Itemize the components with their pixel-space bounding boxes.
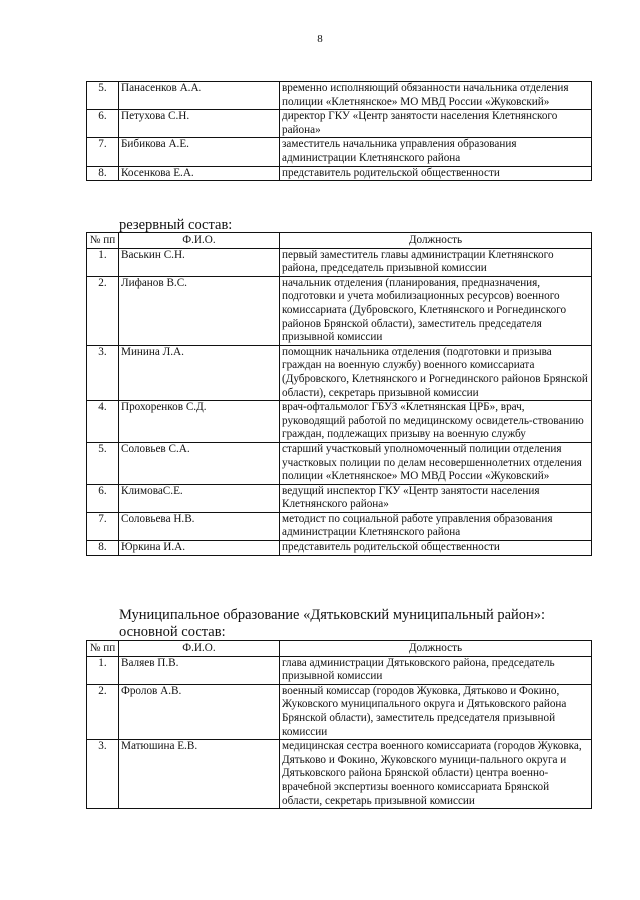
row-position: помощник начальника отделения (подготовки и призыва граждан на военную службу) военного комиссариата (Дубровского, Клетнянского и Рогнединского районов Брянской области), секретарь призывной комиссии [280, 345, 592, 400]
row-fio: Прохоренков С.Д. [119, 401, 280, 443]
row-number: 7. [87, 512, 119, 540]
row-number: 1. [87, 248, 119, 276]
table-header-row [87, 233, 592, 249]
row-number: 4. [87, 401, 119, 443]
row-fio: Минина Л.А. [119, 345, 280, 400]
table-row [87, 484, 592, 512]
table-row [87, 276, 592, 345]
row-position: представитель родительской общественности [280, 166, 592, 181]
row-position: временно исполняющий обязанности начальника отделения полиции «Клетнянское» МО МВД России «Жуковский» [280, 82, 592, 110]
table-row [87, 110, 592, 138]
column-header-position: Должность [280, 641, 592, 657]
row-number: 1. [87, 656, 119, 684]
row-fio: Соловьева Н.В. [119, 512, 280, 540]
row-position: старший участковый уполномоченный полиции отделения участковых полиции по делам несовершеннолетних отделения полиции «Клетнянское» МО МВД России «Жуковский» [280, 442, 592, 484]
dyatkovo-main-composition-table [86, 640, 592, 809]
municipality-heading: Муниципальное образование «Дятьковский муниципальный район»: [119, 607, 546, 623]
row-position: методист по социальной работе управления образования администрации Клетнянского района [280, 512, 592, 540]
row-fio: Фролов А.В. [119, 684, 280, 739]
row-position: начальник отделения (планирования, предназначения, подготовки и учета мобилизационных ресурсов) военного комиссариата (Дубровского, Клетнянского и Рогнединского районов Брянской области), заместитель председателя призывной комиссии [280, 276, 592, 345]
row-fio: Панасенков А.А. [119, 82, 280, 110]
row-position: врач-офтальмолог ГБУЗ «Клетнянская ЦРБ», врач, руководящий работой по медицинскому освидетель-ствованию граждан, подлежащих призыву на военную службу [280, 401, 592, 443]
row-number: 5. [87, 442, 119, 484]
row-fio: Юркина И.А. [119, 541, 280, 556]
row-fio: Бибикова А.Е. [119, 138, 280, 166]
row-fio: КлимоваС.Е. [119, 484, 280, 512]
row-position: медицинская сестра военного комиссариата (городов Жуковка, Дятьково и Фокино, Жуковского муници-пального округа и Дятьковского района Брянской области) центра военно-врачебной экспертизы военного комиссариата Брянской области, секретарь призывной комиссии [280, 740, 592, 809]
column-header-fio: Ф.И.О. [119, 641, 280, 657]
row-number: 8. [87, 541, 119, 556]
row-number: 5. [87, 82, 119, 110]
table-row [87, 345, 592, 400]
row-fio: Валяев П.В. [119, 656, 280, 684]
reserve-composition-heading: резервный состав: [119, 217, 233, 233]
row-number: 6. [87, 110, 119, 138]
table-row [87, 442, 592, 484]
row-position: первый заместитель главы администрации Клетнянского района, председатель призывной комиссии [280, 248, 592, 276]
column-header-number: № пп [87, 641, 119, 657]
row-fio: Лифанов В.С. [119, 276, 280, 345]
table-row [87, 82, 592, 110]
table-row [87, 541, 592, 556]
page-number: 8 [317, 33, 323, 45]
row-fio: Матюшина Е.В. [119, 740, 280, 809]
table-header-row [87, 641, 592, 657]
column-header-fio: Ф.И.О. [119, 233, 280, 249]
row-number: 2. [87, 684, 119, 739]
row-fio: Петухова С.Н. [119, 110, 280, 138]
row-number: 7. [87, 138, 119, 166]
row-fio: Косенкова Е.А. [119, 166, 280, 181]
table-row [87, 684, 592, 739]
column-header-position: Должность [280, 233, 592, 249]
row-number: 8. [87, 166, 119, 181]
row-number: 3. [87, 740, 119, 809]
row-number: 2. [87, 276, 119, 345]
row-position: ведущий инспектор ГКУ «Центр занятости населения Клетнянского района» [280, 484, 592, 512]
column-header-number: № пп [87, 233, 119, 249]
table-row [87, 401, 592, 443]
table-row [87, 248, 592, 276]
reserve-composition-table [86, 232, 592, 556]
table-row [87, 740, 592, 809]
row-position: глава администрации Дятьковского района, председатель призывной комиссии [280, 656, 592, 684]
table-row [87, 656, 592, 684]
row-fio: Васькин С.Н. [119, 248, 280, 276]
row-position: представитель родительской общественности [280, 541, 592, 556]
table-row [87, 138, 592, 166]
row-position: директор ГКУ «Центр занятости населения Клетнянского района» [280, 110, 592, 138]
row-number: 6. [87, 484, 119, 512]
table-row [87, 166, 592, 181]
main-composition-heading: основной состав: [119, 624, 226, 640]
row-number: 3. [87, 345, 119, 400]
row-position: военный комиссар (городов Жуковка, Дятьково и Фокино, Жуковского муниципального округа и Дятьковского района Брянской области), заместитель председателя призывной комиссии [280, 684, 592, 739]
row-position: заместитель начальника управления образования администрации Клетнянского района [280, 138, 592, 166]
table-row [87, 512, 592, 540]
row-fio: Соловьев С.А. [119, 442, 280, 484]
main-composition-table-continued [86, 81, 592, 181]
